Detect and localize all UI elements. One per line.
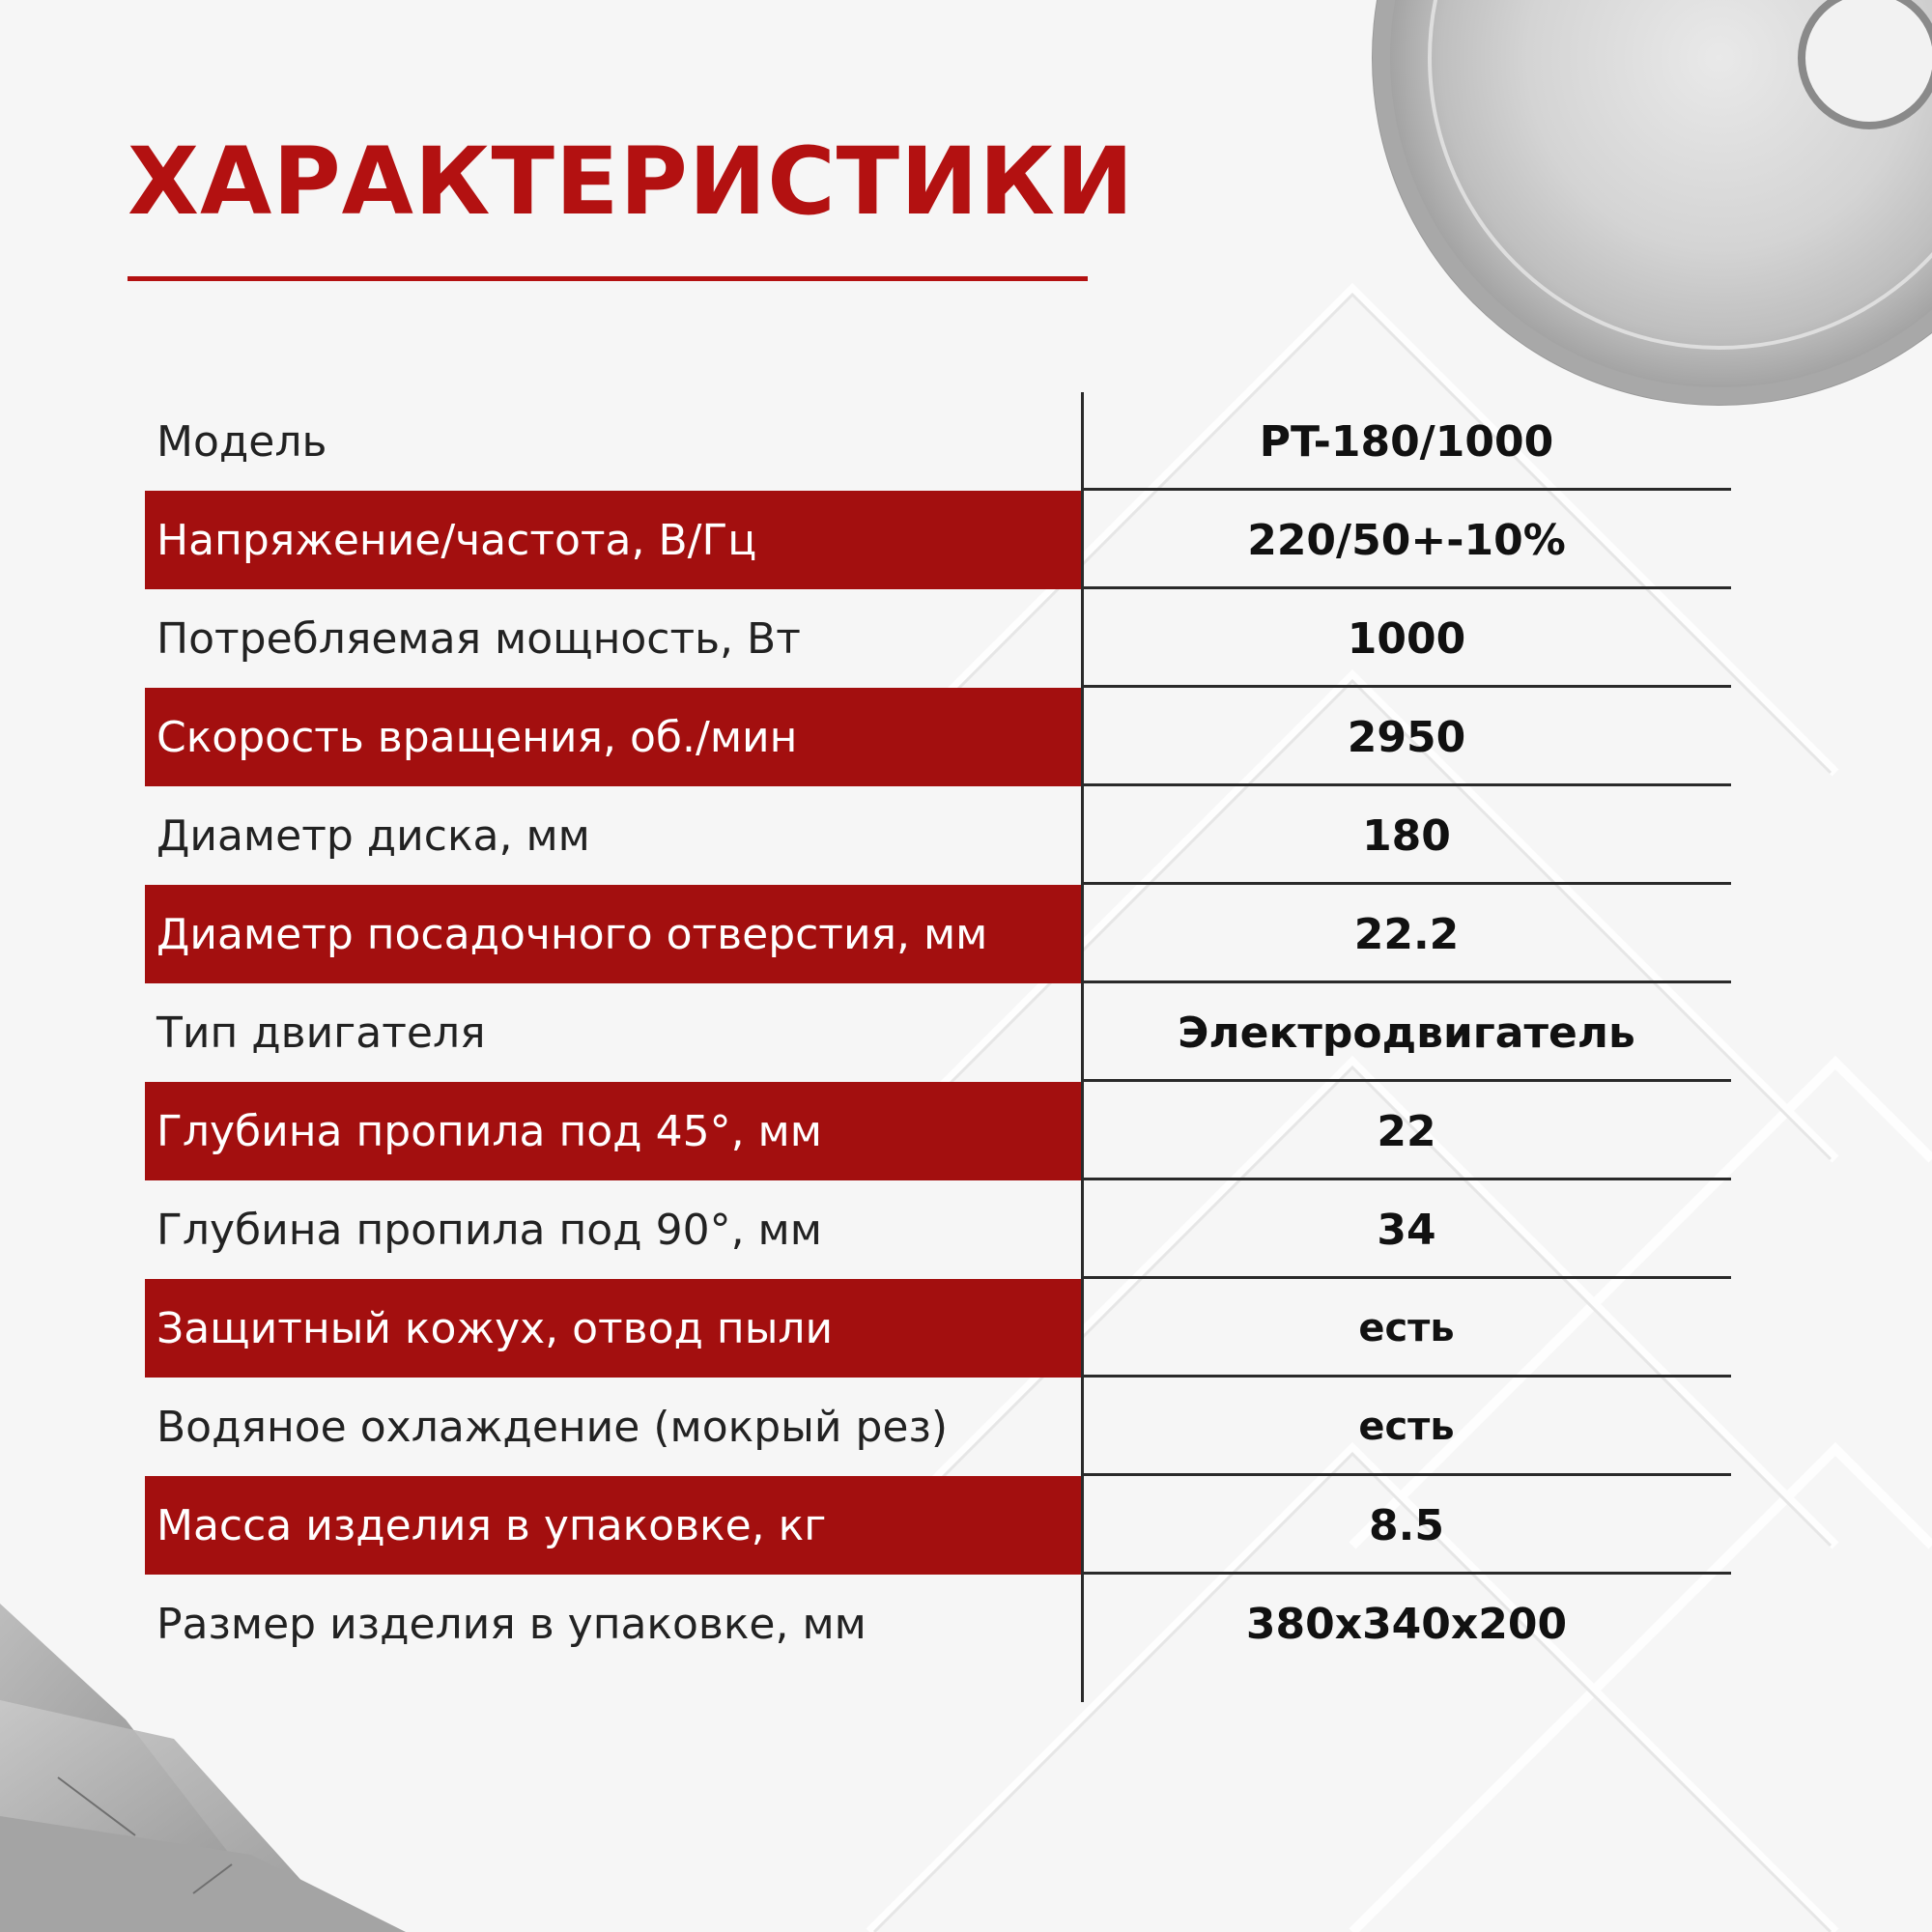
spec-value: 380x340x200 xyxy=(1245,1599,1568,1649)
spec-value: есть xyxy=(1358,1306,1455,1350)
specs-table xyxy=(145,392,1731,1673)
spec-row-bore-diameter xyxy=(145,885,1731,983)
spec-row-speed xyxy=(145,688,1731,786)
spec-row-power xyxy=(145,589,1731,688)
spec-label: Масса изделия в упаковке, кг xyxy=(145,1476,1082,1575)
spec-value: 220/50+-10% xyxy=(1247,515,1566,565)
spec-row-depth-90 xyxy=(145,1180,1731,1279)
spec-value: 22.2 xyxy=(1353,909,1460,959)
spec-row-guard xyxy=(145,1279,1731,1378)
spec-value: 2950 xyxy=(1347,712,1466,762)
spec-label: Глубина пропила под 90°, мм xyxy=(156,1205,822,1255)
spec-row-water-cooling xyxy=(145,1378,1731,1476)
spec-label: Напряжение/частота, В/Гц xyxy=(145,491,1082,589)
title-underline xyxy=(128,276,1088,281)
spec-value: 8.5 xyxy=(1369,1500,1444,1550)
spec-label: Глубина пропила под 45°, мм xyxy=(145,1082,1082,1180)
spec-value: 22 xyxy=(1377,1106,1436,1156)
spec-label: Размер изделия в упаковке, мм xyxy=(156,1599,867,1649)
spec-label: Защитный кожух, отвод пыли xyxy=(145,1279,1082,1378)
spec-row-model xyxy=(145,392,1731,491)
spec-row-depth-45 xyxy=(145,1082,1731,1180)
spec-value: Электродвигатель xyxy=(1178,1008,1635,1058)
spec-label: Диаметр диска, мм xyxy=(156,810,590,861)
spec-label: Скорость вращения, об./мин xyxy=(145,688,1082,786)
spec-value: есть xyxy=(1358,1405,1455,1449)
page-title: ХАРАКТЕРИСТИКИ xyxy=(128,128,1135,236)
spec-label: Модель xyxy=(156,416,327,467)
spec-row-package-size xyxy=(145,1575,1731,1673)
spec-label: Водяное охлаждение (мокрый рез) xyxy=(156,1402,949,1452)
spec-value: 34 xyxy=(1377,1205,1436,1255)
spec-label: Тип двигателя xyxy=(156,1008,486,1058)
spec-label: Потребляемая мощность, Вт xyxy=(156,613,801,664)
spec-value: 180 xyxy=(1362,810,1451,861)
column-divider xyxy=(1081,392,1084,1702)
spec-value: PT-180/1000 xyxy=(1259,416,1554,467)
spec-row-disc-diameter xyxy=(145,786,1731,885)
spec-row-voltage xyxy=(145,491,1731,589)
spec-value: 1000 xyxy=(1347,613,1466,664)
spec-label: Диаметр посадочного отверстия, мм xyxy=(145,885,1082,983)
spec-row-motor-type xyxy=(145,983,1731,1082)
spec-row-weight xyxy=(145,1476,1731,1575)
